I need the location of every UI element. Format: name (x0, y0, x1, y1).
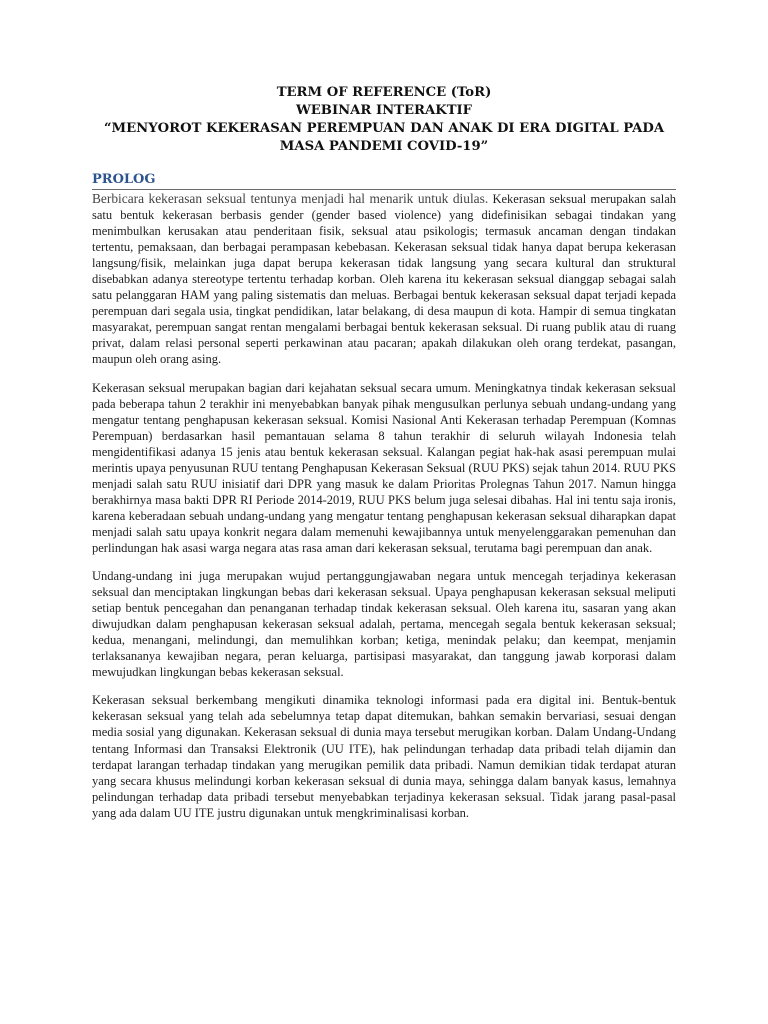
paragraph-1 (92, 191, 676, 368)
title-line-2: WEBINAR INTERAKTIF (295, 103, 473, 118)
lead-sentence: Berbicara kekerasan seksual tentunya menjadi hal menarik untuk diulas. (92, 191, 489, 206)
title-line-4: MASA PANDEMI COVID-19” (279, 139, 489, 154)
prolog-section (92, 172, 676, 821)
document-title (92, 84, 676, 156)
title-line-1: TERM OF REFERENCE (ToR) (276, 85, 492, 100)
paragraph-1-body: Kekerasan seksual merupakan salah satu bentuk kekerasan berbasis gender (gender based violence) yang didefinisikan sebagai tindakan yang menimbulkan kerusakan atau penderitaan fisik, seksual atau psikologis; termasuk ancaman dengan tindakan tertentu, pemaksaan, dan berbagai perampasan kebebasan. Kekerasan seksual tidak hanya dapat berupa kekerasan langsung/fisik, melainkan juga dapat berupa kekerasan tidak langsung yang secara kultural dan struktural disebabkan adanya stereotype tertentu terhadap korban. Oleh karena itu kekerasan seksual dianggap sebagai salah satu pelanggaran HAM yang paling sistematis dan meluas. Berbagai bentuk kekerasan seksual dapat terjadi kepada perempuan dari segala usia, tingkat pendidikan, latar belakang, di desa maupun di kota. Hampir di semua tingkatan masyarakat, perempuan sangat rentan mengalami berbagai bentuk kekerasan seksual. Di ruang publik atau di ruang privat, dalam relasi personal seperti perkawinan atau pacaran; apakah dilakukan oleh orang terdekat, pasangan, maupun oleh orang asing. (92, 192, 676, 367)
paragraph-4: Kekerasan seksual berkembang mengikuti dinamika teknologi informasi pada era digital ini. Bentuk-bentuk kekerasan seksual yang telah ada sebelumnya tetap dapat ditemukan, bahkan semakin bervariasi, sesuai dengan media sosial yang digunakan. Kekerasan seksual di dunia maya tersebut merugikan korban. Dalam Undang-Undang tentang Informasi dan Transaksi Elektronik (UU ITE), hak pelindungan terhadap data pribadi telah dijamin dan terdapat larangan terhadap tindakan yang merugikan pemilik data pribadi. Namun demikian tidak terdapat aturan yang secara khusus melindungi korban kekerasan seksual di dunia maya, sehingga dalam banyak kasus, lemahnya pelindungan terhadap data pribadi tersebut menyebabkan terjadinya kekerasan seksual. Tidak jarang pasal-pasal yang ada dalam UU ITE justru digunakan untuk mengkriminalisasi korban. (92, 693, 676, 820)
section-heading: PROLOG (92, 172, 676, 190)
paragraph-2: Kekerasan seksual merupakan bagian dari kejahatan seksual secara umum. Meningkatnya tindak kekerasan seksual pada beberapa tahun 2 terakhir ini menyebabkan banyak pihak mengusulkan perlunya sebuah undang-undang yang mengatur tentang penghapusan kekerasan seksual. Komisi Nasional Anti Kekerasan terhadap Perempuan (Komnas Perempuan) berdasarkan hasil pemantauan selama 8 tahun terakhir di seluruh wilayah Indonesia telah mengidentifikasi adanya 15 jenis atau bentuk kekerasan seksual. Kalangan pegiat hak-hak asasi perempuan mulai merintis upaya penyusunan RUU tentang Penghapusan Kekerasan Seksual (RUU PKS) sejak tahun 2014. RUU PKS menjadi salah satu RUU inisiatif dari DPR yang masuk ke dalam Prioritas Prolegnas Tahun 2017. Namun hingga berakhirnya masa bakti DPR RI Periode 2014-2019, RUU PKS belum juga selesai dibahas. Hal ini tentu saja ironis, karena keberadaan sebuah undang-undang yang mengatur tentang penghapusan kekerasan seksual diharapkan dapat menjadi salah satu upaya konkrit negara dalam memenuhi kewajibannya untuk menyelenggarakan pemenuhan dan perlindungan hak asasi warga negara atas rasa aman dari kekerasan seksual, terutama bagi perempuan dan anak. (92, 380, 676, 555)
title-line-3: “MENYOROT KEKERASAN PEREMPUAN DAN ANAK DI ERA DIGITAL PADA (103, 121, 665, 136)
paragraph-3: Undang-undang ini juga merupakan wujud pertanggungjawaban negara untuk mencegah terjadinya kekerasan seksual dan menciptakan lingkungan bebas dari kekerasan seksual. Upaya penghapusan kekerasan seksual meliputi setiap bentuk pencegahan dan penanganan terhadap tindak kekerasan seksual. Oleh karena itu, sasaran yang akan diwujudkan dalam penghapusan kekerasan seksual adalah, pertama, mencegah segala bentuk kekerasan seksual; kedua, menangani, melindungi, dan memulihkan korban; ketiga, menindak pelaku; dan keempat, menjamin terlaksananya kewajiban negara, peran keluarga, partisipasi masyarakat, dan tanggung jawab korporasi dalam mewujudkan lingkungan bebas kekerasan seksual. (92, 569, 676, 680)
